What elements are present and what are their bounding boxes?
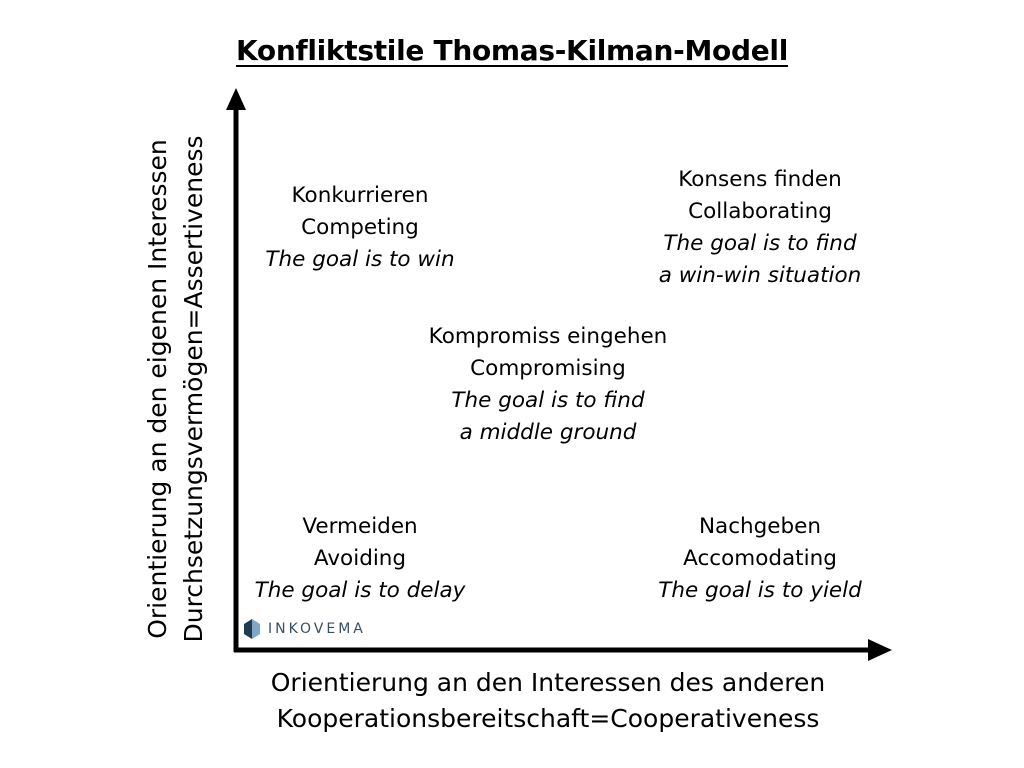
style-accommodating-german: Nachgeben	[698, 514, 822, 539]
style-avoiding-english: Avoiding	[313, 546, 407, 571]
style-avoiding	[232, 511, 488, 607]
x-axis-label-line1: Orientierung an den Interessen des anderen	[270, 668, 826, 697]
x-axis-label	[232, 665, 864, 737]
style-collaborating-goal-line2: a win-win situation	[658, 263, 862, 288]
style-accommodating	[636, 511, 884, 607]
style-accommodating-goal: The goal is to yield	[658, 578, 862, 603]
style-collaborating	[630, 164, 890, 292]
style-competing	[240, 180, 480, 276]
y-axis-arrowhead	[226, 88, 246, 110]
style-competing-goal: The goal is to win	[265, 247, 455, 272]
y-axis-label-line1: Orientierung an den eigenen Interessen	[143, 139, 172, 639]
style-competing-german: Konkurrieren	[291, 183, 429, 208]
style-compromising-goal-line2: a middle ground	[459, 420, 637, 445]
style-compromising-german: Kompromiss eingehen	[428, 324, 668, 349]
diagram-title: Konfliktstile Thomas-Kilman-Modell	[235, 34, 788, 67]
style-compromising-english: Compromising	[470, 356, 626, 381]
y-axis-label-line2: Durchsetzungsvermögen=Assertiveness	[179, 135, 208, 643]
style-accommodating-english: Accomodating	[683, 546, 837, 571]
style-compromising-goal-line1: The goal is to find	[451, 388, 645, 413]
style-avoiding-german: Vermeiden	[302, 514, 418, 539]
style-avoiding-goal: The goal is to delay	[254, 578, 466, 603]
style-compromising	[398, 321, 698, 449]
style-collaborating-english: Collaborating	[688, 199, 832, 224]
x-axis-arrowhead	[868, 639, 892, 661]
style-collaborating-german: Konsens finden	[678, 167, 842, 192]
style-collaborating-goal-line1: The goal is to find	[663, 231, 857, 256]
x-axis-label-line2: Kooperationsbereitschaft=Cooperativeness	[276, 704, 820, 733]
inkovema-logo	[244, 619, 366, 639]
style-competing-english: Competing	[301, 215, 419, 240]
inkovema-logo-text: INKOVEMA	[268, 621, 366, 637]
y-axis-label	[140, 94, 212, 684]
inkovema-logo-icon	[244, 619, 260, 639]
